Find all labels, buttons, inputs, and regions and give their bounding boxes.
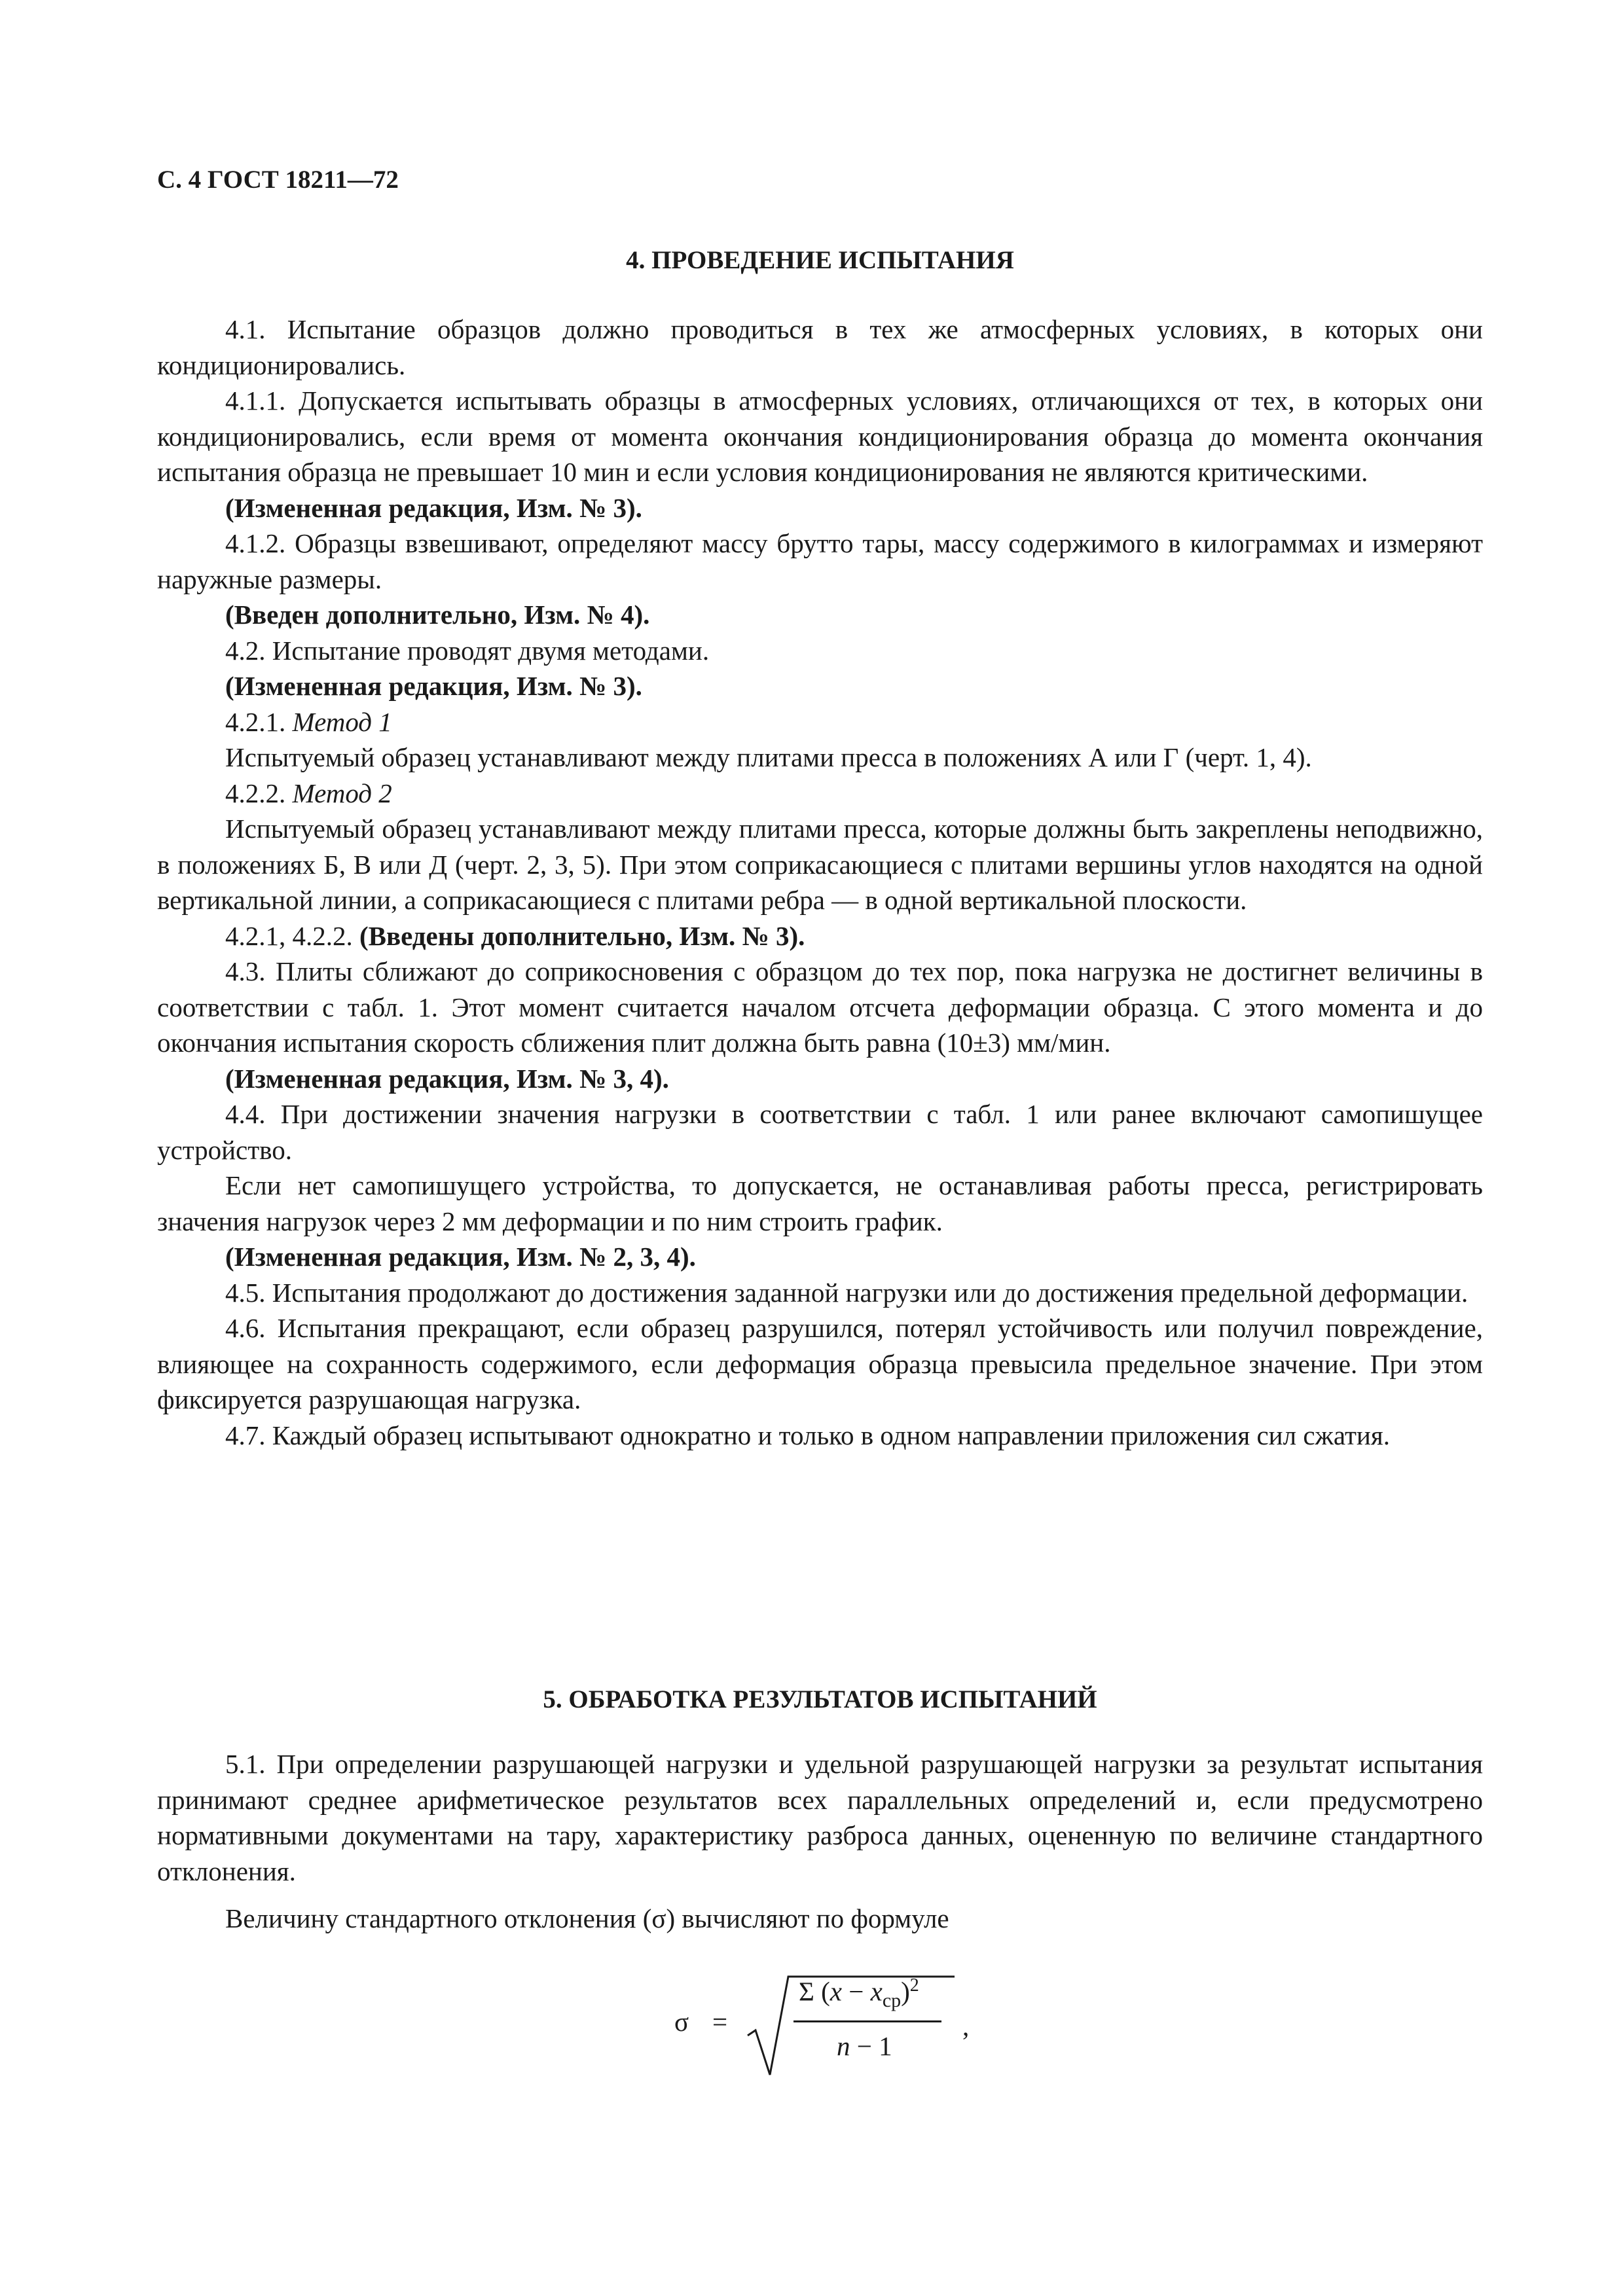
section-5-title: 5. ОБРАБОТКА РЕЗУЛЬТАТОВ ИСПЫТАНИЙ xyxy=(543,1685,1097,1713)
paragraph-4-2-2 xyxy=(157,776,1483,812)
amendment-note: (Измененная редакция, Изм. № 2, 3, 4). xyxy=(225,1242,696,1272)
amendment-note: (Измененная редакция, Изм. № 3). xyxy=(225,492,642,523)
paragraph-4-6: 4.6. Испытания прекращают, если образец разрушился, потерял устойчивость или получил повреждение, влияющее на сохранность содержимого, если деформация образца превысила предельное значение. При этом фиксируется разрушающая нагрузка. xyxy=(157,1313,1483,1414)
amendment-note: (Введен дополнительно, Изм. № 4). xyxy=(225,600,650,630)
formula-comma: , xyxy=(962,2011,970,2041)
amendment-note: (Измененная редакция, Изм. № 3). xyxy=(225,671,642,701)
section-5-body xyxy=(157,1746,1483,1937)
paragraph-4-1-2: 4.1.2. Образцы взвешивают, определяют массу брутто тары, массу содержимого в килограммах и измеряют наружные размеры. xyxy=(157,528,1483,594)
document-page xyxy=(157,0,1483,2296)
paragraph-amendment-4-2 xyxy=(157,918,1483,954)
method-1-label: Метод 1 xyxy=(292,706,392,737)
paragraph-method-2-text: Испытуемый образец устанавливают между плитами пресса, которые должны быть закреплены неподвижно, в положениях Б, В или Д (черт. 2, 3, 5). При этом соприкасающиеся с плитами вершины углов находятся на одной вертикальной линии, а соприкасающиеся с плитами ребра — в одной вертикальной плоскости. xyxy=(157,814,1483,915)
std-deviation-formula xyxy=(674,1970,1133,2075)
paragraph-number: 4.2.1, 4.2.2. xyxy=(225,920,353,951)
paragraph-4-1-1: 4.1.1. Допускается испытывать образцы в атмосферных условиях, отличающихся от тех, в которых они кондиционировались, если время от момента окончания кондиционирования образца до момента окончания испытания образца не превышает 10 мин и если условия кондиционирования не являются критическими. xyxy=(157,386,1483,487)
paragraph-method-1-text: Испытуемый образец устанавливают между плитами пресса в положениях А или Г (черт. 1, 4). xyxy=(225,742,1312,772)
section-4-title: 4. ПРОВЕДЕНИЕ ИСПЫТАНИЯ xyxy=(626,246,1014,274)
method-2-label: Метод 2 xyxy=(292,778,392,808)
amendment-note: (Измененная редакция, Изм. № 3, 4). xyxy=(225,1063,669,1094)
formula-numerator: Σ $(x - x_{ср})^2$ xyxy=(799,1975,919,2011)
formula-denominator: n − 1 xyxy=(837,2031,892,2061)
paragraph-4-3: 4.3. Плиты сближают до соприкосновения с образцом до тех пор, пока нагрузка не достигнет величины в соответствии с табл. 1. Этот момент считается началом отсчета деформации образца. С этого момента и до окончания испытания скорость сближения плит должна быть равна (10±3) мм/мин. xyxy=(157,956,1483,1058)
paragraph-4-7: 4.7. Каждый образец испытывают однократно и только в одном направлении приложения сил сжатия. xyxy=(225,1420,1390,1450)
paragraph-4-4: 4.4. При достижении значения нагрузки в соответствии с табл. 1 или ранее включают самопишущее устройство. xyxy=(157,1099,1483,1165)
paragraph-4-1: 4.1. Испытание образцов должно проводиться в тех же атмосферных условиях, в которых они кондиционировались. xyxy=(157,314,1483,380)
paragraph-4-2-1 xyxy=(157,704,1483,740)
formula-equals: = xyxy=(712,2007,728,2037)
paragraph-5-1: 5.1. При определении разрушающей нагрузки и удельной разрушающей нагрузки за результат испытания принимают среднее арифметическое результатов всех параллельных определений и, если предусмотрено нормативными документами на тару, характеристику разброса данных, оцененную по величине стандартного отклонения. xyxy=(157,1749,1483,1886)
paragraph-5-1-formula-intro: Величину стандартного отклонения (σ) вычисляют по формуле xyxy=(225,1903,949,1933)
paragraph-number: 4.2.2. xyxy=(225,778,286,808)
paragraph-4-4-b: Если нет самопишущего устройства, то допускается, не останавливая работы пресса, регистрировать значения нагрузок через 2 мм деформации и по ним строить график. xyxy=(157,1170,1483,1236)
fraction-bar xyxy=(793,2020,941,2022)
paragraph-number: 4.2.1. xyxy=(225,706,286,737)
section-4-body xyxy=(157,312,1483,1453)
amendment-note: (Введены дополнительно, Изм. № 3). xyxy=(359,920,805,951)
formula-sigma: σ xyxy=(674,2007,689,2037)
page-header: С. 4 ГОСТ 18211—72 xyxy=(157,166,399,194)
paragraph-4-2: 4.2. Испытание проводят двумя методами. xyxy=(225,635,710,666)
paragraph-4-5: 4.5. Испытания продолжают до достижения заданной нагрузки или до достижения предельной деформации. xyxy=(225,1277,1468,1308)
